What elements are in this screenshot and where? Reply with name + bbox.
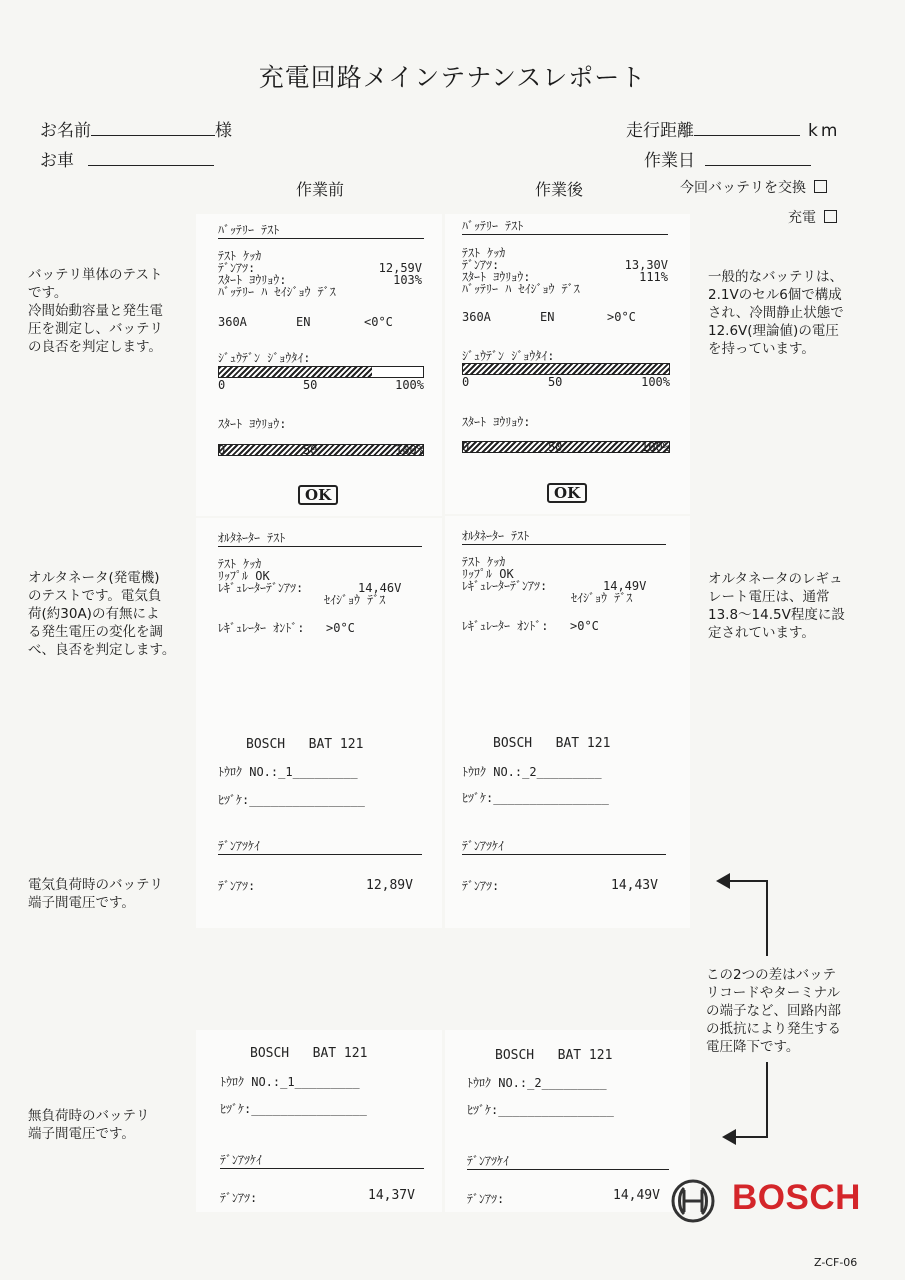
charge-bar — [218, 366, 424, 378]
ripple-status: ﾘｯﾌﾟﾙ OK — [462, 567, 514, 581]
regulator-temp-label: ﾚｷﾞｭﾚｰﾀｰ ｵﾝﾄﾞ: — [218, 621, 305, 635]
replace-checkbox-row — [680, 177, 827, 197]
voltage-value: 13,30V — [624, 258, 668, 272]
date-blank[interactable] — [705, 151, 811, 166]
bat-header: BOSCH BAT 121 — [493, 736, 611, 751]
note-voltage-drop: この2つの差はバッテ リコードやターミナル の端子など、回路内部 の抵抗により発生する 電圧降下です。 — [706, 967, 841, 1055]
voltage-label: ﾃﾞﾝｱﾂ: — [467, 1192, 505, 1206]
start-value: 111% — [639, 270, 668, 284]
receipt-title: ﾊﾞｯﾃﾘｰ ﾃｽﾄ — [462, 220, 668, 235]
date-line: ﾋﾂﾞｹ:________________ — [467, 1103, 614, 1117]
charge-checkbox-row — [788, 207, 837, 227]
note-noload-voltage: 無負荷時のバッテリ 端子間電圧です。 — [28, 1108, 150, 1142]
arrow-upper-head-icon — [716, 873, 730, 889]
result-label: ﾃｽﾄ ｹｯｶ — [218, 249, 262, 263]
arrow-upper-shaft — [728, 880, 768, 882]
arrow-upper-line — [766, 880, 768, 956]
name-field — [40, 116, 232, 141]
alternator-receipt-after — [445, 516, 690, 928]
charge-title: ｼﾞｭｳﾃﾞﾝ ｼﾞｮｳﾀｲ: — [462, 349, 555, 363]
result-label: ﾃｽﾄ ｹｯｶ — [462, 246, 506, 260]
page-title: 充電回路メインテナンスレポート — [258, 63, 647, 92]
date-line: ﾋﾂﾞｹ:________________ — [462, 791, 609, 805]
name-suffix: 様 — [215, 121, 232, 141]
voltmeter-title: ﾃﾞﾝｱﾂｹｲ — [462, 840, 666, 855]
date-line: ﾋﾂﾞｹ:________________ — [220, 1102, 367, 1116]
registration-line: ﾄｳﾛｸ NO.:_1_________ — [218, 765, 358, 779]
regulator-temp-value: >0°C — [570, 619, 599, 633]
receipt-title: ｵﾙﾀﾈｰﾀｰ ﾃｽﾄ — [462, 530, 666, 545]
receipt-title: ﾊﾞｯﾃﾘｰ ﾃｽﾄ — [218, 224, 424, 239]
judgement: ﾊﾞｯﾃﾘｰ ﾊ ｾｲｼﾞｮｳ ﾃﾞｽ — [462, 282, 580, 296]
start-label: ｽﾀｰﾄ ﾖｳﾘｮｳ: — [462, 270, 531, 284]
noload-receipt-before — [196, 1030, 442, 1212]
note-alternator-test: オルタネータ(発電機) のテストです。電気負 荷(約30A)の有無によ る発生電圧の変化を調 べ、良否を判定します。 — [28, 570, 176, 658]
voltage-label: ﾃﾞﾝｱﾂ: — [218, 261, 256, 275]
noload-receipt-after — [445, 1030, 690, 1212]
voltage-label: ﾃﾞﾝｱﾂ: — [220, 1191, 258, 1205]
mileage-label: 走行距離 — [626, 121, 694, 141]
start-scale: 0 50 100% — [462, 440, 670, 454]
mileage-field — [626, 116, 840, 141]
replace-label: 今回バッテリを交換 — [680, 180, 806, 196]
load-voltage-value: 12,89V — [366, 878, 413, 893]
charge-bar-fill — [463, 364, 669, 374]
arrow-lower-line — [766, 1062, 768, 1138]
name-blank[interactable] — [91, 121, 215, 136]
ripple-status: ﾘｯﾌﾟﾙ OK — [218, 569, 270, 583]
document-code: Z-CF-06 — [814, 1256, 858, 1269]
mileage-blank[interactable] — [694, 121, 800, 136]
judgement: ｾｲｼﾞｮｳ ﾃﾞｽ — [571, 591, 633, 605]
regulator-temp-label: ﾚｷﾞｭﾚｰﾀｰ ｵﾝﾄﾞ: — [462, 619, 549, 633]
bosch-armature-icon — [670, 1178, 716, 1224]
note-battery-info: 一般的なバッテリは、 2.1Vのセル6個で構成 され、冷間静止状態で 12.6V(理論値)の電圧 を持っています。 — [708, 269, 844, 357]
date-label: 作業日 — [644, 151, 695, 171]
regulator-voltage-value: 14,46V — [358, 581, 402, 595]
bat-header: BOSCH BAT 121 — [495, 1048, 613, 1063]
alternator-receipt-before — [196, 518, 442, 928]
start-label: ｽﾀｰﾄ ﾖｳﾘｮｳ: — [218, 273, 287, 287]
regulator-voltage-label: ﾚｷﾞｭﾚｰﾀｰﾃﾞﾝｱﾂ: — [218, 581, 304, 595]
voltage-value: 12,59V — [378, 261, 422, 275]
start-title: ｽﾀｰﾄ ﾖｳﾘｮｳ: — [462, 415, 531, 429]
bat-header: BOSCH BAT 121 — [250, 1046, 368, 1061]
ok-badge: OK — [547, 483, 587, 503]
ok-badge: OK — [298, 485, 338, 505]
load-voltage-value: 14,43V — [611, 878, 658, 893]
mileage-unit: km — [808, 121, 841, 141]
temperature-value: <0°C — [364, 315, 393, 329]
name-label: お名前 — [40, 121, 91, 141]
judgement: ﾊﾞｯﾃﾘｰ ﾊ ｾｲｼﾞｮｳ ﾃﾞｽ — [218, 285, 336, 299]
start-title: ｽﾀｰﾄ ﾖｳﾘｮｳ: — [218, 417, 287, 431]
noload-voltage-value: 14,37V — [368, 1188, 415, 1203]
voltmeter-title: ﾃﾞﾝｱﾂｹｲ — [467, 1155, 669, 1170]
car-blank[interactable] — [88, 151, 214, 166]
voltage-label: ﾃﾞﾝｱﾂ: — [462, 879, 500, 893]
column-after: 作業後 — [535, 180, 584, 199]
car-label: お車 — [40, 151, 74, 171]
charge-title: ｼﾞｭｳﾃﾞﾝ ｼﾞｮｳﾀｲ: — [218, 351, 311, 365]
replace-checkbox[interactable] — [814, 180, 827, 193]
voltage-label: ﾃﾞﾝｱﾂ: — [218, 879, 256, 893]
result-label: ﾃｽﾄ ｹｯｶ — [462, 555, 506, 569]
note-alternator-info: オルタネータのレギュ レート電圧は、通常 13.8〜14.5V程度に設 定されています。 — [708, 571, 845, 641]
voltage-label: ﾃﾞﾝｱﾂ: — [462, 258, 500, 272]
registration-line: ﾄｳﾛｸ NO.:_1_________ — [220, 1075, 360, 1089]
cca-value: 360A — [462, 310, 491, 324]
result-label: ﾃｽﾄ ｹｯｶ — [218, 557, 262, 571]
regulator-temp-value: >0°C — [326, 621, 355, 635]
arrow-lower-head-icon — [722, 1129, 736, 1145]
voltmeter-title: ﾃﾞﾝｱﾂｹｲ — [218, 840, 422, 855]
battery-test-before — [196, 214, 442, 516]
date-line: ﾋﾂﾞｹ:________________ — [218, 793, 365, 807]
date-field — [644, 146, 811, 171]
noload-voltage-value: 14,49V — [613, 1188, 660, 1203]
start-value: 103% — [393, 273, 422, 287]
temperature-value: >0°C — [607, 310, 636, 324]
regulator-voltage-label: ﾚｷﾞｭﾚｰﾀｰﾃﾞﾝｱﾂ: — [462, 579, 548, 593]
bosch-logo: BOSCH — [732, 1178, 861, 1217]
start-scale: 0 50 100% — [218, 443, 424, 457]
arrow-lower-shaft — [734, 1136, 768, 1138]
bat-header: BOSCH BAT 121 — [246, 737, 364, 752]
charge-scale: 0 50 100% — [462, 375, 670, 389]
voltmeter-title: ﾃﾞﾝｱﾂｹｲ — [220, 1154, 424, 1169]
charge-checkbox[interactable] — [824, 210, 837, 223]
column-before: 作業前 — [296, 180, 345, 199]
registration-line: ﾄｳﾛｸ NO.:_2_________ — [467, 1076, 607, 1090]
charge-scale: 0 50 100% — [218, 378, 424, 392]
note-load-voltage: 電気負荷時のバッテリ 端子間電圧です。 — [28, 877, 163, 911]
note-battery-test: バッテリ単体のテスト です。 冷間始動容量と発生電 圧を測定し、バッテリ の良否を判定します。 — [28, 267, 163, 355]
receipt-title: ｵﾙﾀﾈｰﾀｰ ﾃｽﾄ — [218, 532, 422, 547]
regulator-voltage-value: 14,49V — [603, 579, 647, 593]
car-field — [40, 146, 214, 171]
charge-bar-fill — [219, 367, 372, 377]
registration-line: ﾄｳﾛｸ NO.:_2_________ — [462, 765, 602, 779]
standard-value: EN — [540, 310, 555, 324]
battery-test-after — [445, 214, 690, 514]
charge-bar — [462, 363, 670, 375]
cca-value: 360A — [218, 315, 247, 329]
charge-label: 充電 — [788, 210, 816, 226]
judgement: ｾｲｼﾞｮｳ ﾃﾞｽ — [324, 593, 386, 607]
standard-value: EN — [296, 315, 311, 329]
